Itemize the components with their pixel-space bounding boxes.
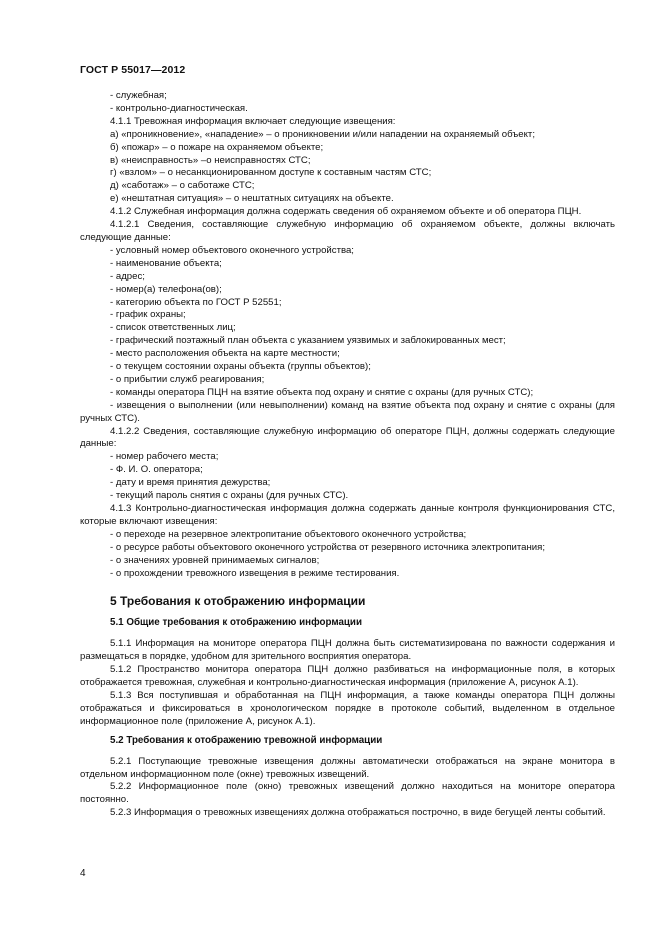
clause-5-1-2: 5.1.2 Пространство монитора оператора ПЦН должно разбиваться на информационные поля, в которых отображается тревожная, служебная и контрольно-диагностическая информация (приложение А, рисунок А.1). bbox=[80, 664, 615, 689]
list-item: - место расположения объекта на карте местности; bbox=[110, 348, 340, 360]
list-item: - служебная; bbox=[110, 90, 167, 101]
list-item: - текущий пароль снятия с охраны (для ручных СТС). bbox=[110, 490, 349, 502]
list-item: - номер(а) телефона(ов); bbox=[110, 283, 222, 295]
list-item: б) «пожар» – о пожаре на охраняемом объекте; bbox=[110, 141, 324, 153]
list-item: - графический поэтажный план объекта с указанием уязвимых и заблокированных мест; bbox=[110, 335, 506, 347]
subsection-5-1-heading: 5.1 Общие требования к отображению информации bbox=[110, 617, 362, 629]
list-item: г) «взлом» – о несанкционированном доступе к составным частям СТС; bbox=[110, 167, 432, 179]
section-5-heading: 5 Требования к отображению информации bbox=[110, 594, 366, 609]
standard-header: ГОСТ Р 55017—2012 bbox=[80, 64, 186, 76]
subsection-5-2-heading: 5.2 Требования к отображению тревожной информации bbox=[110, 734, 383, 746]
list-item: - наименование объекта; bbox=[110, 257, 222, 269]
list-item: - список ответственных лиц; bbox=[110, 322, 236, 334]
list-item: - о ресурсе работы объектового оконечного устройства от резервного источника электропитания; bbox=[110, 541, 546, 553]
page-number: 4 bbox=[80, 868, 86, 879]
clause-4-1-3: 4.1.3 Контрольно-диагностическая информация должна содержать данные контроля функционирования СТС, которые включают извещения: bbox=[80, 503, 615, 527]
list-item: - дату и время принятия дежурства; bbox=[110, 477, 271, 489]
list-item: - график охраны; bbox=[110, 309, 186, 321]
clause-5-1-3: 5.1.3 Вся поступившая и обработанная на ПЦН информация, а также команды оператора ПЦН должны отображаться и фиксироваться в хронологическом порядке в протоколе событий, выделенном в отдельное информационное поле (приложение А, рисунок А.1). bbox=[80, 689, 615, 727]
list-item: - о значениях уровней принимаемых сигналов; bbox=[110, 554, 320, 566]
list-item: - команды оператора ПЦН на взятие объекта под охрану и снятие с охраны (для ручных СТС); bbox=[110, 386, 534, 398]
list-item: - условный номер объектового оконечного устройства; bbox=[110, 244, 354, 256]
list-item: д) «саботаж» – о саботаже СТС; bbox=[110, 180, 255, 192]
clause-5-1-1: 5.1.1 Информация на мониторе оператора ПЦН должна быть систематизирована по важности содержания и размещаться в порядке, удобном для зрительного восприятия оператора. bbox=[80, 638, 615, 663]
list-item: - о текущем состоянии охраны объекта (группы объектов); bbox=[110, 361, 371, 373]
clause-4-1-1: 4.1.1 Тревожная информация включает следующие извещения: bbox=[110, 115, 396, 127]
list-item: - Ф. И. О. оператора; bbox=[110, 464, 203, 476]
clause-5-2-1: 5.2.1 Поступающие тревожные извещения должны автоматически отображаться на экране монитора в отдельном информационном поле (окне) тревожных извещений. bbox=[80, 755, 615, 780]
list-item: в) «неисправность» –о неисправностях СТС; bbox=[110, 154, 311, 166]
clause-5-2-3: 5.2.3 Информация о тревожных извещениях должна отображаться построчно, в виде бегущей ленты событий. bbox=[110, 807, 606, 819]
list-item: - извещения о выполнении (или невыполнении) команд на взятие объекта под охрану и снятие с охраны (для ручных СТС). bbox=[80, 399, 615, 424]
list-item: - о прохождении тревожного извещения в режиме тестирования. bbox=[110, 567, 400, 579]
clause-4-1-2-2: 4.1.2.2 Сведения, составляющие служебную информацию об операторе ПЦН, должны содержать следующие данные: bbox=[80, 425, 615, 450]
page-content bbox=[80, 90, 615, 820]
list-item: - категорию объекта по ГОСТ Р 52551; bbox=[110, 296, 282, 308]
list-item: - контрольно-диагностическая. bbox=[110, 102, 248, 114]
clause-5-2-2: 5.2.2 Информационное поле (окно) тревожных извещений должно находиться на мониторе оператора постоянно. bbox=[80, 781, 615, 806]
list-item: а) «проникновение», «нападение» – о проникновении и/или нападении на охраняемый объект; bbox=[110, 128, 535, 140]
list-item: - о прибытии служб реагирования; bbox=[110, 373, 265, 385]
list-item: - адрес; bbox=[110, 270, 145, 282]
list-item: - номер рабочего места; bbox=[110, 451, 219, 463]
list-item: - о переходе на резервное электропитание объектового оконечного устройства; bbox=[110, 528, 467, 540]
list-item: е) «нештатная ситуация» – о нештатных ситуациях на объекте. bbox=[110, 193, 394, 205]
clause-4-1-2-1: 4.1.2.1 Сведения, составляющие служебную информацию об охраняемом объекте, должны включать следующие данные: bbox=[80, 219, 615, 243]
clause-4-1-2: 4.1.2 Служебная информация должна содержать сведения об охраняемом объекте и об оператора ПЦН. bbox=[110, 206, 582, 218]
